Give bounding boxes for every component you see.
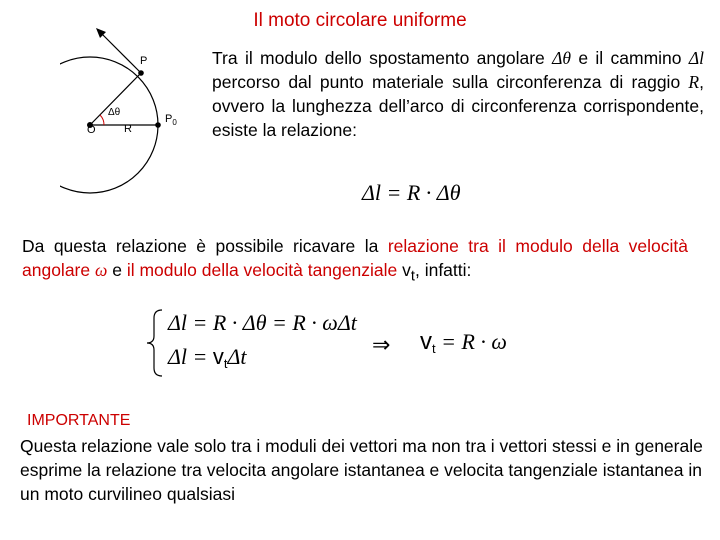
brace-icon (142, 308, 166, 378)
implies-icon: ⇒ (372, 332, 391, 357)
label-o: O (87, 124, 96, 136)
highlight-tangential: il modulo della velocità tangenziale (126, 260, 398, 280)
system-line-1: Δl = R · Δθ = R · ωΔt (168, 310, 357, 335)
velocity-vector (100, 32, 141, 73)
radius-symbol: R (688, 72, 700, 92)
important-label: IMPORTANTE (27, 412, 131, 429)
equation-result: $v_t = R \cdot \omega$ (420, 328, 507, 356)
system-line-2: $\Delta l = v_t\Delta t$ (168, 344, 247, 371)
label-r: R (124, 123, 132, 135)
angle-arc (100, 115, 104, 125)
omega-symbol: ω (95, 260, 108, 280)
circle-diagram (60, 18, 200, 218)
highlight-angular: relazione tra il modulo della velocità angolare (22, 236, 689, 280)
intro-paragraph: Tra il modulo dello spostamento angolare Δθ e il cammino Δl percorso dal punto materiale sulla circonferenza di raggio R, ovvero la lunghezza dell’arco di circonferenza corrispondente, esiste la relazione: (212, 48, 704, 140)
delta-theta: Δθ (552, 48, 571, 68)
page-title: Il moto circolare uniforme (253, 10, 467, 31)
label-p0: $P_0$ (165, 113, 177, 127)
important-text: Questa relazione vale solo tra i moduli dei vettori ma non tra i vettori stessi e in generale esprime la relazione tra velocita angolare istantanea e velocita tangenziale istantanea in un moto curvilineo qualsiasi (20, 436, 703, 504)
point-p0 (155, 122, 161, 128)
equation-arc-length: Δl = R · Δθ (362, 180, 461, 205)
delta-l: Δl (688, 48, 704, 68)
label-p: P (140, 55, 148, 67)
relation-paragraph: Da questa relazione è possibile ricavare la relazione tra il modulo della velocità angolare ω e il modulo della velocità tangenziale $v_t$, infatti: (22, 236, 689, 285)
equation-system (142, 308, 382, 378)
label-angle: Δθ (108, 107, 121, 118)
